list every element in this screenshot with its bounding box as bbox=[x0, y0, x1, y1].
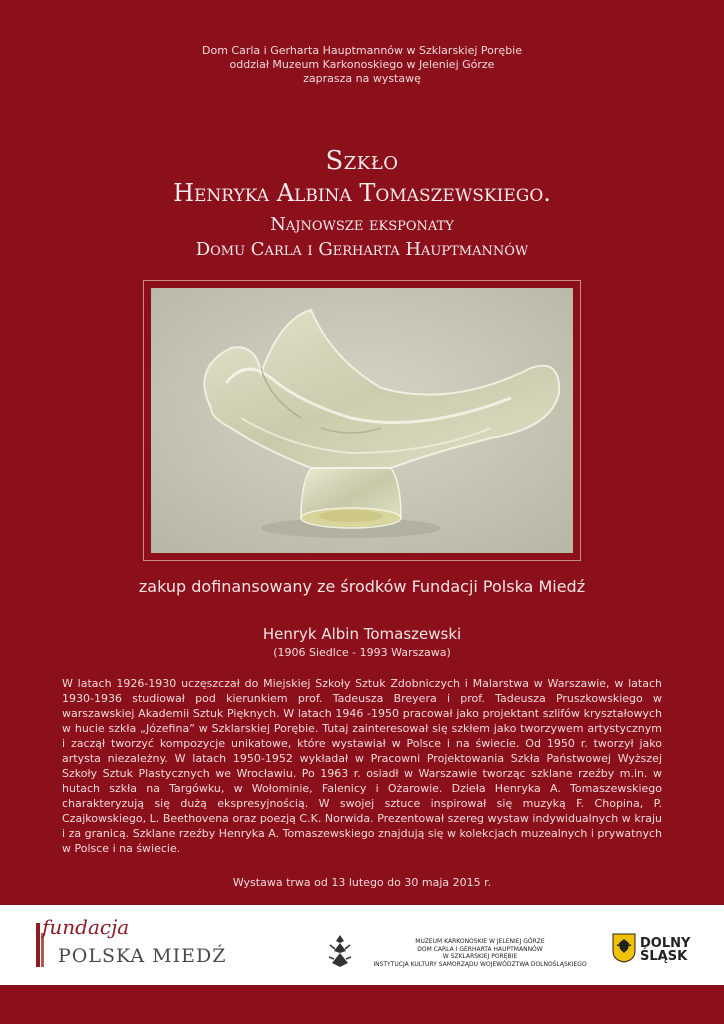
artist-dates: (1906 Siedlce - 1993 Warszawa) bbox=[273, 646, 451, 659]
funding-note: zakup dofinansowany ze środków Fundacji Polska Miedź bbox=[138, 577, 586, 596]
dolny-slask-text bbox=[640, 937, 690, 963]
fpm-main-text: POLSKA MIEDŹ bbox=[58, 945, 227, 967]
header-block bbox=[0, 44, 724, 86]
mk-line-3: W SZKLARSKIEJ PORĘBIE bbox=[442, 953, 518, 960]
glass-vessel-illustration bbox=[151, 288, 573, 553]
mk-line-2: DOM CARLA I GERHARTA HAUPTMANNÓW bbox=[417, 945, 543, 953]
exhibit-photo-frame bbox=[143, 280, 581, 561]
fundacja-polska-miedz-logo bbox=[28, 915, 258, 975]
mk-line-4: INSTYTUCJA KULTURY SAMORZĄDU WOJEWÓDZTWA DOLNOŚLĄSKIEGO bbox=[373, 960, 587, 968]
ds-line-1: DOLNY bbox=[640, 936, 691, 951]
glass-vessel-photo bbox=[151, 288, 573, 553]
header-line-2: oddział Muzeum Karkonoskiego w Jeleniej Górze bbox=[229, 58, 495, 71]
artist-name: Henryk Albin Tomaszewski bbox=[262, 625, 462, 643]
exhibition-dates: Wystawa trwa od 13 lutego do 30 maja 2015 r. bbox=[232, 876, 492, 889]
mk-line-1: MUZEUM KARKONOSKIE W JELENIEJ GÓRZE bbox=[415, 938, 545, 945]
artist-block bbox=[0, 624, 724, 662]
title-line-1: Szkło bbox=[325, 146, 399, 176]
subtitle-line-1: Najnowsze eksponaty bbox=[270, 214, 454, 235]
sponsor-footer bbox=[0, 905, 724, 985]
header-line-3: zaprasza na wystawę bbox=[303, 72, 421, 85]
fpm-script-text: fundacja bbox=[42, 915, 130, 939]
title-line-2: Henryka Albina Tomaszewskiego. bbox=[173, 179, 551, 207]
title-block bbox=[0, 145, 724, 262]
artist-biography: W latach 1926-1930 uczęszczał do Miejskiej Szkoły Sztuk Zdobniczych i Malarstwa w Warszawie, w latach 1930-1936 studiował pod kierunkiem prof. Tadeusza Breyera i prof. Tadeusza Pruszkowskiego w warszawskiej Akademii Sztuk Pięknych. W latach 1946 -1950 pracował jako projektant szlifów kryształowych w hucie szkła „Józefina” w Szklarskiej Porębie. Tutaj zainteresował się szkłem jako tworzywem artystycznym i zaczął tworzyć kompozycje unikatowe, które wystawiał w Polsce i na świecie. Od 1950 r. tworzył jako artysta niezależny. W latach 1950-1952 wykładał w Pracowni Projektowania Szkła Państwowej Wyższej Szkoły Sztuk Plastycznych we Wrocławiu. Po 1963 r. osiadł w Warszawie tworząc szklane rzeźby m.in. w hutach szkła na Targówku, w Wołominie, Falenicy i Ożarowie. Dzieła Henryka A. Tomaszewskiego charakteryzują się dużą ekspresyjnością. W swojej sztuce inspirował się muzyką F. Chopina, P. Czajkowskiego, L. Beethovena oraz poezją C.K. Norwida. Prezentował szereg wystaw indywidualnych w kraju i za granicą. Szklane rzeźby Henryka A. Tomaszewskiego znajdują się w kolekcjach muzealnych i prywatnych w Polsce i na świecie. bbox=[62, 677, 662, 855]
muzeum-karkonoskie-icon bbox=[326, 933, 354, 969]
ds-line-2: ŚLĄSK bbox=[640, 949, 688, 964]
subtitle-line-2: Domu Carla i Gerharta Hauptmannów bbox=[195, 239, 529, 260]
muzeum-karkonoskie-text bbox=[360, 938, 600, 968]
header-line-1: Dom Carla i Gerharta Hauptmannów w Szklarskiej Porębie bbox=[202, 44, 522, 57]
dolny-slask-crest-icon bbox=[612, 933, 636, 963]
bottom-band bbox=[0, 985, 724, 1024]
